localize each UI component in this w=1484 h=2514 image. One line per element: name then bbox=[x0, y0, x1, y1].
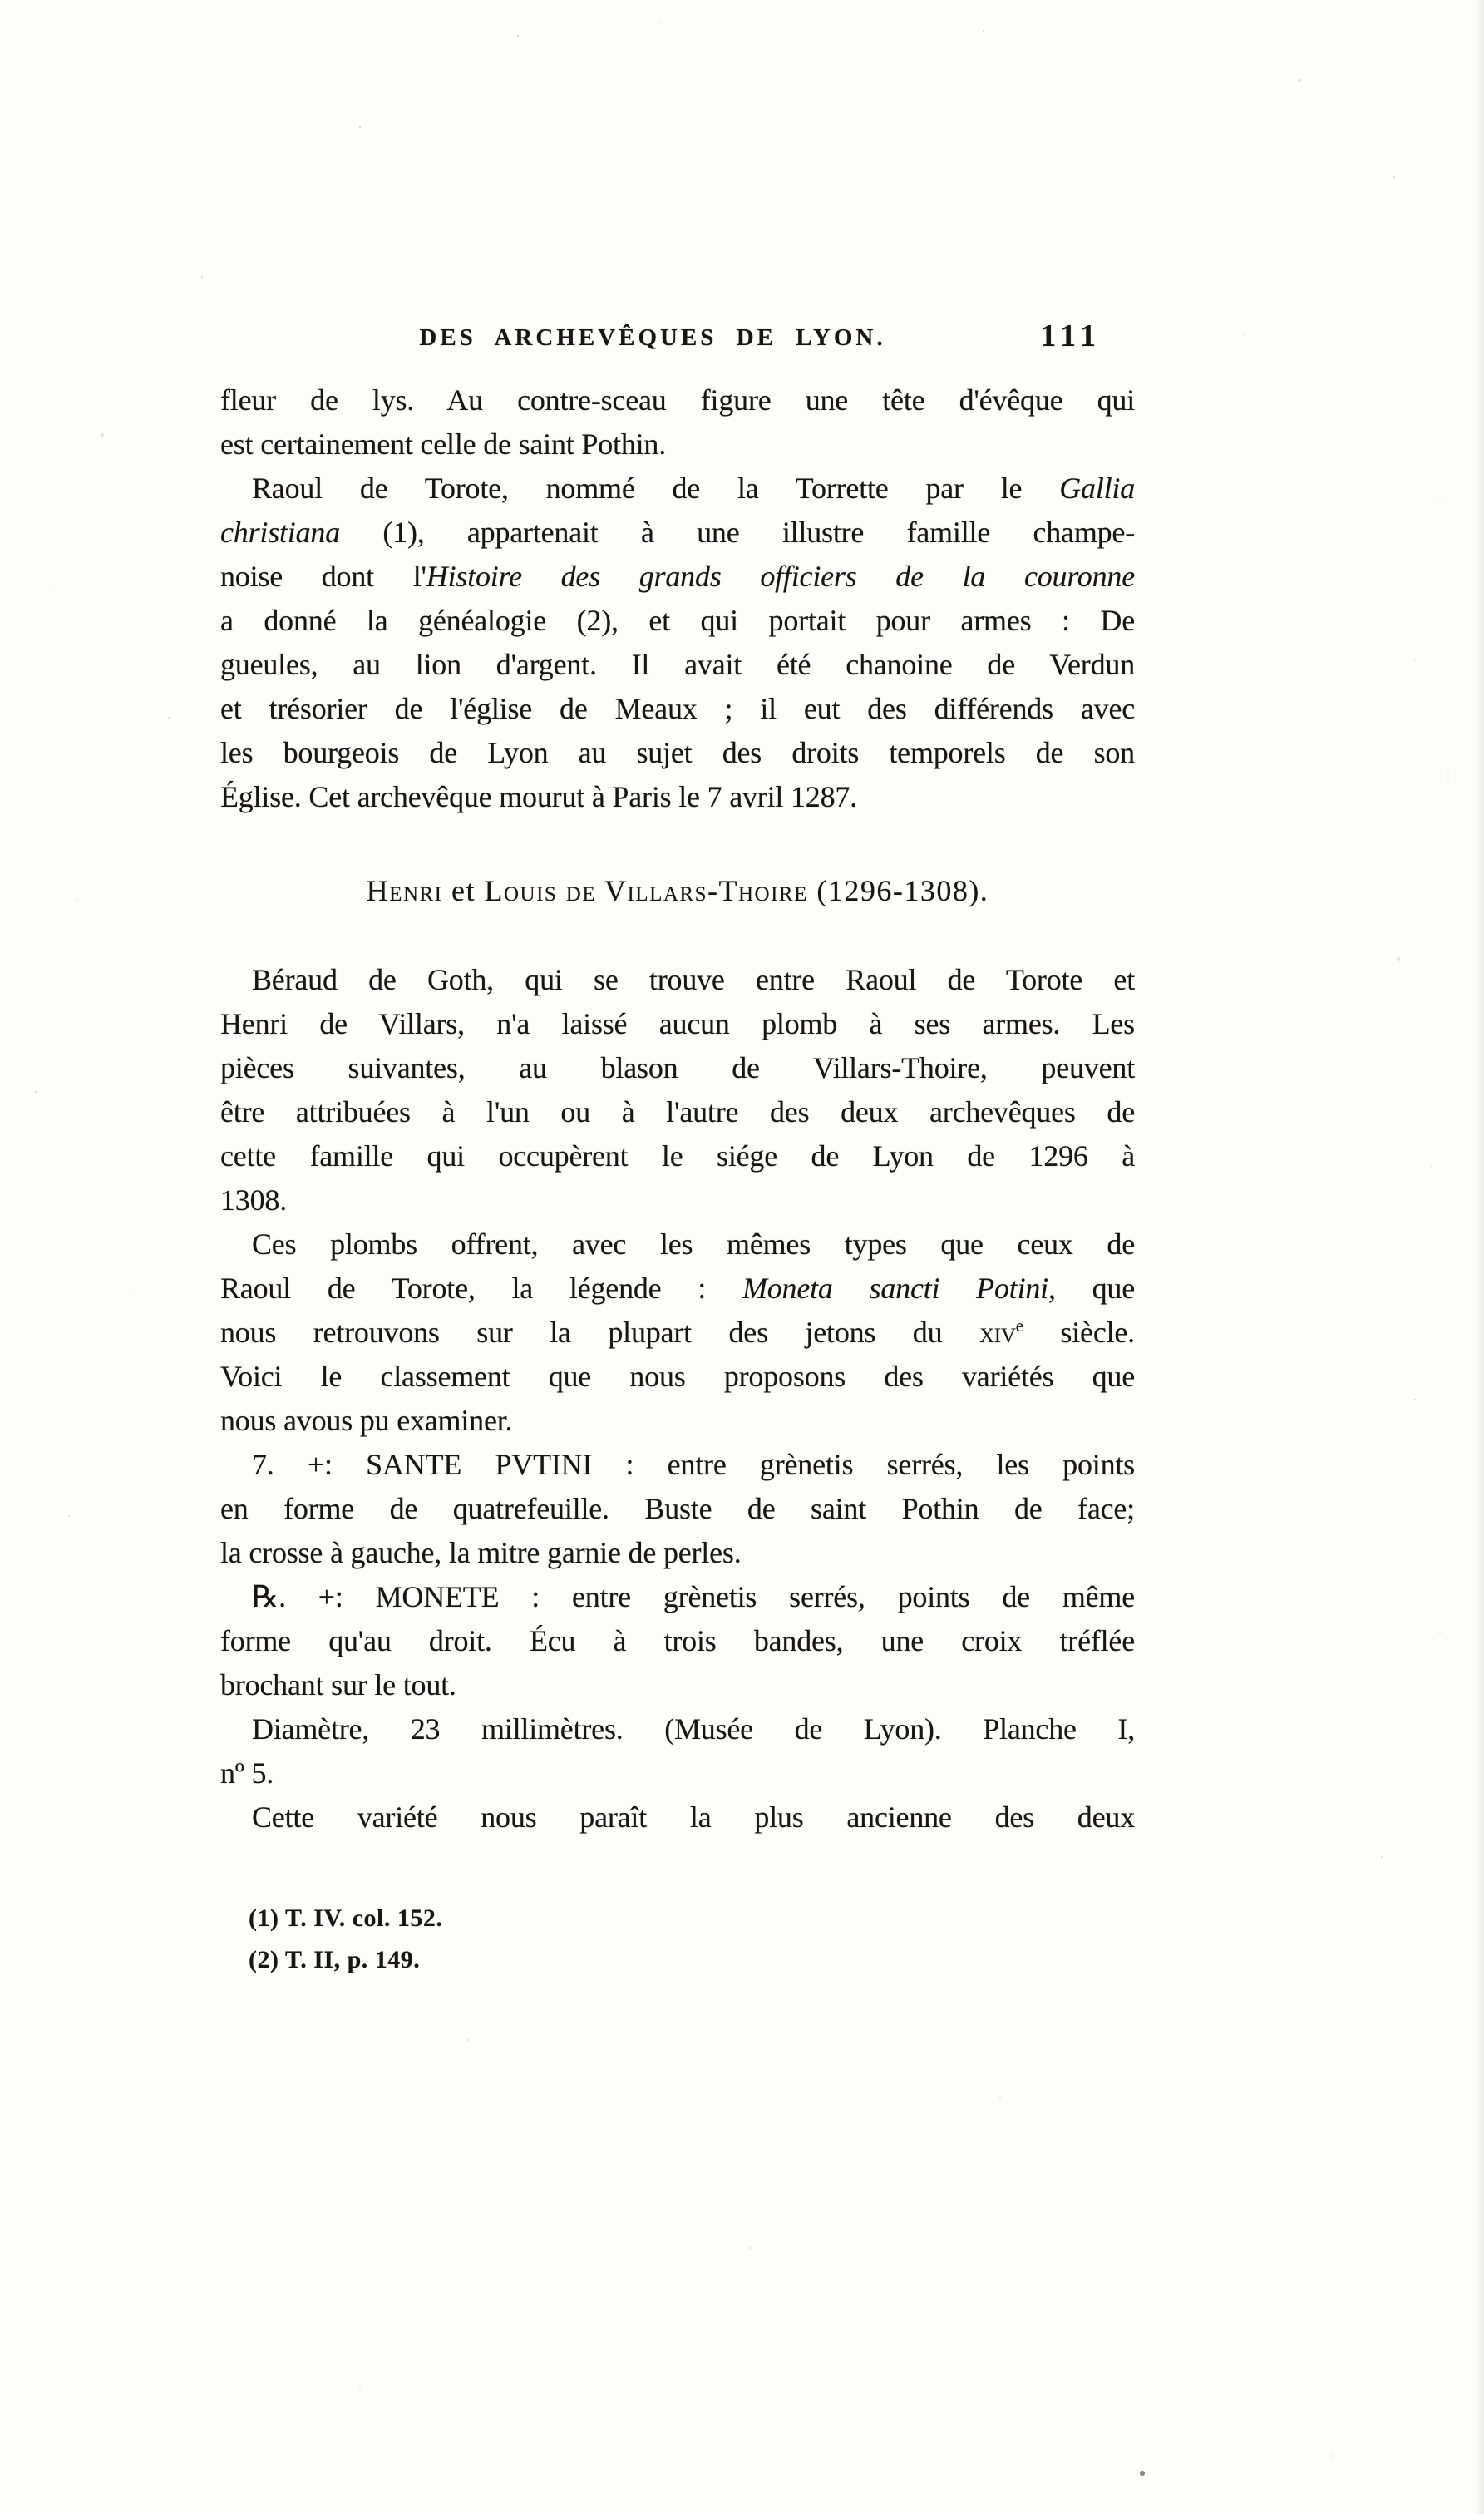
text-line bbox=[220, 378, 1135, 422]
text-segment: fleur de lys. Au contre-sceau figure une tête d'évêque qui bbox=[220, 383, 1135, 417]
text-segment: Louis de Villars-Thoire bbox=[484, 874, 808, 907]
text-line bbox=[220, 1795, 1135, 1840]
footnote bbox=[249, 1898, 1135, 1939]
text-segment: cette famille qui occupèrent le siége de Lyon de 1296 à bbox=[220, 1139, 1135, 1173]
text-line bbox=[220, 422, 1135, 467]
text-segment: en forme de quatrefeuille. Buste de saint Pothin de face; bbox=[220, 1492, 1135, 1525]
text-line bbox=[220, 1751, 1135, 1795]
text-segment: , que bbox=[1048, 1272, 1136, 1305]
paragraph bbox=[220, 1443, 1135, 1575]
text-line bbox=[220, 643, 1135, 687]
text-segment: les bourgeois de Lyon au sujet des droits temporels de son bbox=[220, 736, 1135, 769]
text-segment: gueules, au lion d'argent. Il avait été chanoine de Verdun bbox=[220, 648, 1135, 681]
text-segment: Gallia bbox=[1059, 472, 1135, 505]
text-line bbox=[220, 1707, 1135, 1751]
text-line bbox=[220, 1619, 1135, 1663]
text-segment: nº 5. bbox=[220, 1756, 274, 1790]
text-line bbox=[220, 1531, 1135, 1575]
paragraph bbox=[220, 1795, 1135, 1840]
text-line bbox=[220, 1178, 1135, 1222]
text-segment: et trésorier de l'église de Meaux ; il eut des différends avec bbox=[220, 692, 1135, 725]
text-line bbox=[220, 1311, 1135, 1355]
scan-noise-speckles bbox=[0, 0, 2, 2]
text-segment: nous avous pu examiner. bbox=[220, 1404, 513, 1437]
text-segment: Voici le classement que nous proposons des variétés que bbox=[220, 1360, 1135, 1393]
text-segment: forme qu'au droit. Écu à trois bandes, une croix tréflée bbox=[220, 1624, 1135, 1657]
text-line bbox=[220, 731, 1135, 775]
paragraph bbox=[220, 467, 1135, 819]
text-line bbox=[220, 1399, 1135, 1443]
text-segment: pièces suivantes, au blason de Villars-Thoire, peuvent bbox=[220, 1051, 1135, 1084]
page-header bbox=[220, 321, 1135, 361]
paragraph bbox=[220, 378, 1135, 467]
text-segment: xiv bbox=[979, 1316, 1016, 1349]
paragraph bbox=[220, 1707, 1135, 1795]
text-segment: nous retrouvons sur la plupart des jetons du bbox=[220, 1316, 979, 1349]
text-block bbox=[220, 378, 1135, 1981]
text-line bbox=[220, 775, 1135, 819]
text-segment: Henri bbox=[366, 874, 443, 907]
text-line bbox=[220, 1046, 1135, 1090]
text-segment: (2) T. II, p. 149. bbox=[249, 1946, 421, 1973]
text-line bbox=[220, 599, 1135, 643]
text-segment: a donné la généalogie (2), et qui portait pour armes : De bbox=[220, 604, 1135, 637]
text-segment: est certainement celle de saint Pothin. bbox=[220, 427, 667, 461]
text-segment: être attribuées à l'un ou à l'autre des deux archevêques de bbox=[220, 1095, 1135, 1129]
running-title: DES ARCHEVÊQUES DE LYON. bbox=[419, 324, 886, 351]
text-line bbox=[220, 1443, 1135, 1487]
text-line bbox=[220, 1487, 1135, 1531]
text-segment: Moneta sancti Potini bbox=[742, 1272, 1048, 1305]
text-segment: Cette variété nous paraît la plus ancienne des deux bbox=[252, 1800, 1135, 1834]
text-segment: Histoire des grands officiers de la couronne bbox=[426, 560, 1135, 593]
text-segment: Église. Cet archevêque mourut à Paris le 7 avril 1287. bbox=[220, 780, 857, 813]
section-heading bbox=[220, 869, 1135, 913]
text-segment: e bbox=[1015, 1316, 1023, 1336]
text-segment: Ces plombs offrent, avec les mêmes types que ceux de bbox=[252, 1227, 1135, 1261]
text-segment: 1308. bbox=[220, 1183, 288, 1217]
text-line bbox=[249, 1898, 1135, 1939]
text-line bbox=[220, 1267, 1135, 1311]
text-line bbox=[220, 1090, 1135, 1134]
text-segment: siècle. bbox=[1023, 1316, 1135, 1349]
footnote bbox=[249, 1939, 1135, 1981]
text-segment: la crosse à gauche, la mitre garnie de perles. bbox=[220, 1536, 742, 1569]
text-segment: (1) T. IV. col. 152. bbox=[249, 1904, 443, 1932]
text-segment: Raoul de Torote, nommé de la Torrette par le bbox=[252, 472, 1060, 505]
text-segment: noise dont l' bbox=[220, 560, 426, 593]
text-segment: Henri de Villars, n'a laissé aucun plomb à ses armes. Les bbox=[220, 1007, 1135, 1040]
text-segment: Raoul de Torote, la légende : bbox=[220, 1272, 742, 1305]
text-line bbox=[220, 687, 1135, 731]
text-line bbox=[220, 1575, 1135, 1619]
text-segment: (1296-1308). bbox=[807, 874, 989, 907]
text-segment: Béraud de Goth, qui se trouve entre Raoul de Torote et bbox=[252, 963, 1135, 996]
text-line bbox=[220, 467, 1135, 511]
text-line bbox=[220, 1663, 1135, 1707]
text-segment: ℞. +: MONETE : entre grènetis serrés, points de même bbox=[252, 1580, 1135, 1613]
text-line bbox=[220, 1355, 1135, 1399]
text-segment: 7. +: SANTE PVTINI : entre grènetis serrés, les points bbox=[252, 1448, 1135, 1481]
text-segment: (1), appartenait à une illustre famille champe- bbox=[340, 516, 1135, 549]
paragraph bbox=[220, 958, 1135, 1222]
text-segment: Diamètre, 23 millimètres. (Musée de Lyon). Planche I, bbox=[252, 1712, 1135, 1746]
text-line bbox=[220, 511, 1135, 555]
paragraph bbox=[220, 1222, 1135, 1443]
text-line bbox=[220, 869, 1135, 913]
text-segment: brochant sur le tout. bbox=[220, 1668, 456, 1702]
text-line bbox=[220, 1002, 1135, 1046]
page-number: 111 bbox=[1040, 319, 1102, 353]
text-line bbox=[220, 1134, 1135, 1178]
text-line bbox=[220, 958, 1135, 1002]
text-line bbox=[220, 1222, 1135, 1267]
text-segment: christiana bbox=[220, 516, 341, 549]
text-line bbox=[249, 1939, 1135, 1981]
paragraph bbox=[220, 1575, 1135, 1707]
text-line bbox=[220, 555, 1135, 599]
text-segment: et bbox=[442, 874, 485, 907]
